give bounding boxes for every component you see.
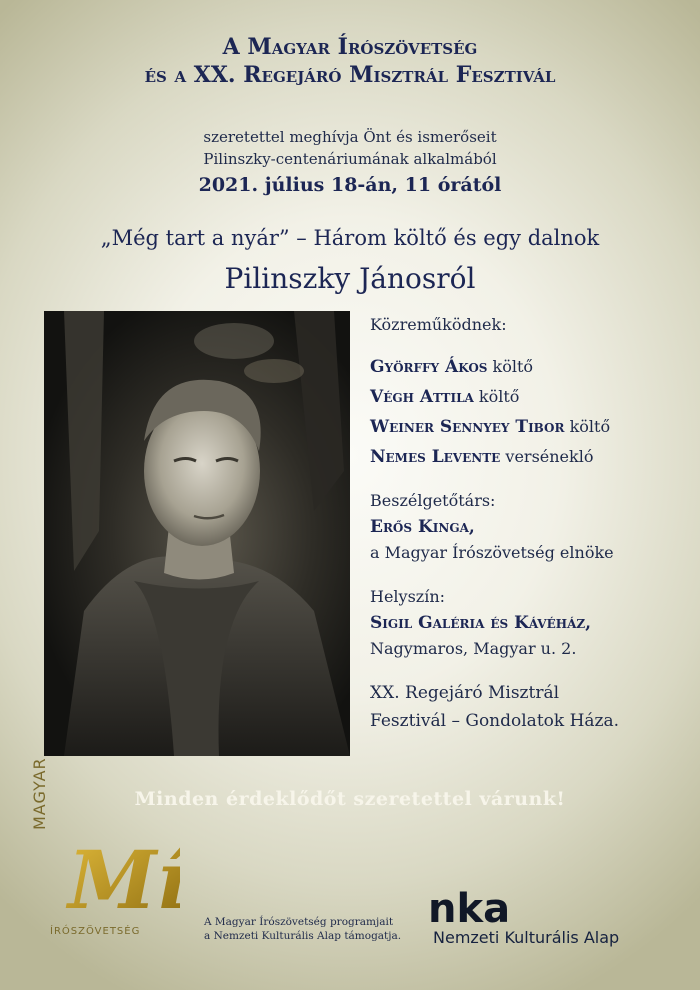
portrait-photo <box>44 311 350 756</box>
contributor-name: Weiner Sennyey Tibor <box>370 417 565 437</box>
support-note <box>204 915 401 943</box>
invite-line-2: Pilinszky-centenáriumának alkalmából <box>203 150 497 168</box>
event-title: Pilinszky Jánosról <box>224 262 476 295</box>
festival-line-1: XX. Regejáró Misztrál <box>370 683 560 703</box>
organizer-name: A Magyar Írószövetség <box>222 34 478 60</box>
invite-line-1: szeretettel meghívja Önt és ismerőseit <box>203 128 497 146</box>
contributor-3 <box>370 416 610 438</box>
festival-name: és a XX. Regejáró Misztrál Fesztivál <box>144 62 556 88</box>
partner-name <box>370 516 475 538</box>
venue-name <box>370 612 591 634</box>
support-line-2: a Nemzeti Kulturális Alap támogatja. <box>204 930 402 942</box>
writers-union-logo-vertical: MAGYAR <box>30 757 49 830</box>
nka-logo-icon <box>428 884 528 928</box>
event-subtitle: „Még tart a nyár” – Három költő és egy dalnok <box>100 226 600 250</box>
portrait-illustration <box>44 311 350 756</box>
contributor-role: versénekló <box>505 447 594 466</box>
support-line-1: A Magyar Írószövetség programjait <box>204 916 394 928</box>
welcome-message: Minden érdeklődőt szeretettel várunk! <box>134 788 566 810</box>
contributor-role: költő <box>569 417 611 436</box>
venue-name-text: Sigil Galéria és Kávéház, <box>370 613 592 633</box>
contributor-1 <box>370 356 533 378</box>
contributors-label: Közreműködnek: <box>370 315 507 334</box>
mi-mark: Mí <box>68 833 180 926</box>
venue-label: Helyszín: <box>370 587 446 606</box>
contributor-2 <box>370 386 519 408</box>
event-date: 2021. július 18-án, 11 órától <box>198 174 502 196</box>
contributor-4 <box>370 446 593 468</box>
contributor-name: Györffy Ákos <box>370 357 488 377</box>
venue-address: Nagymaros, Magyar u. 2. <box>370 639 577 658</box>
mi-logo-icon <box>60 826 180 926</box>
contributor-name: Nemes Levente <box>370 447 501 467</box>
partner-name-text: Erős Kinga, <box>370 517 475 537</box>
nka-logo-text: Nemzeti Kulturális Alap <box>433 928 620 947</box>
partner-role: a Magyar Írószövetség elnöke <box>370 543 614 562</box>
nka-mark: nka <box>428 886 511 928</box>
festival-line-2: Fesztivál – Gondolatok Háza. <box>370 711 620 731</box>
writers-union-logo <box>60 826 180 930</box>
contributor-role: költő <box>478 387 520 406</box>
contributor-name: Végh Attila <box>370 387 474 407</box>
contributor-role: költő <box>492 357 534 376</box>
writers-union-logo-text: ÍRÓSZÖVETSÉG <box>50 926 141 937</box>
header-festival <box>0 62 700 88</box>
nka-logo <box>428 884 528 932</box>
header-organizer <box>0 34 700 60</box>
partner-label: Beszélgetőtárs: <box>370 491 496 510</box>
